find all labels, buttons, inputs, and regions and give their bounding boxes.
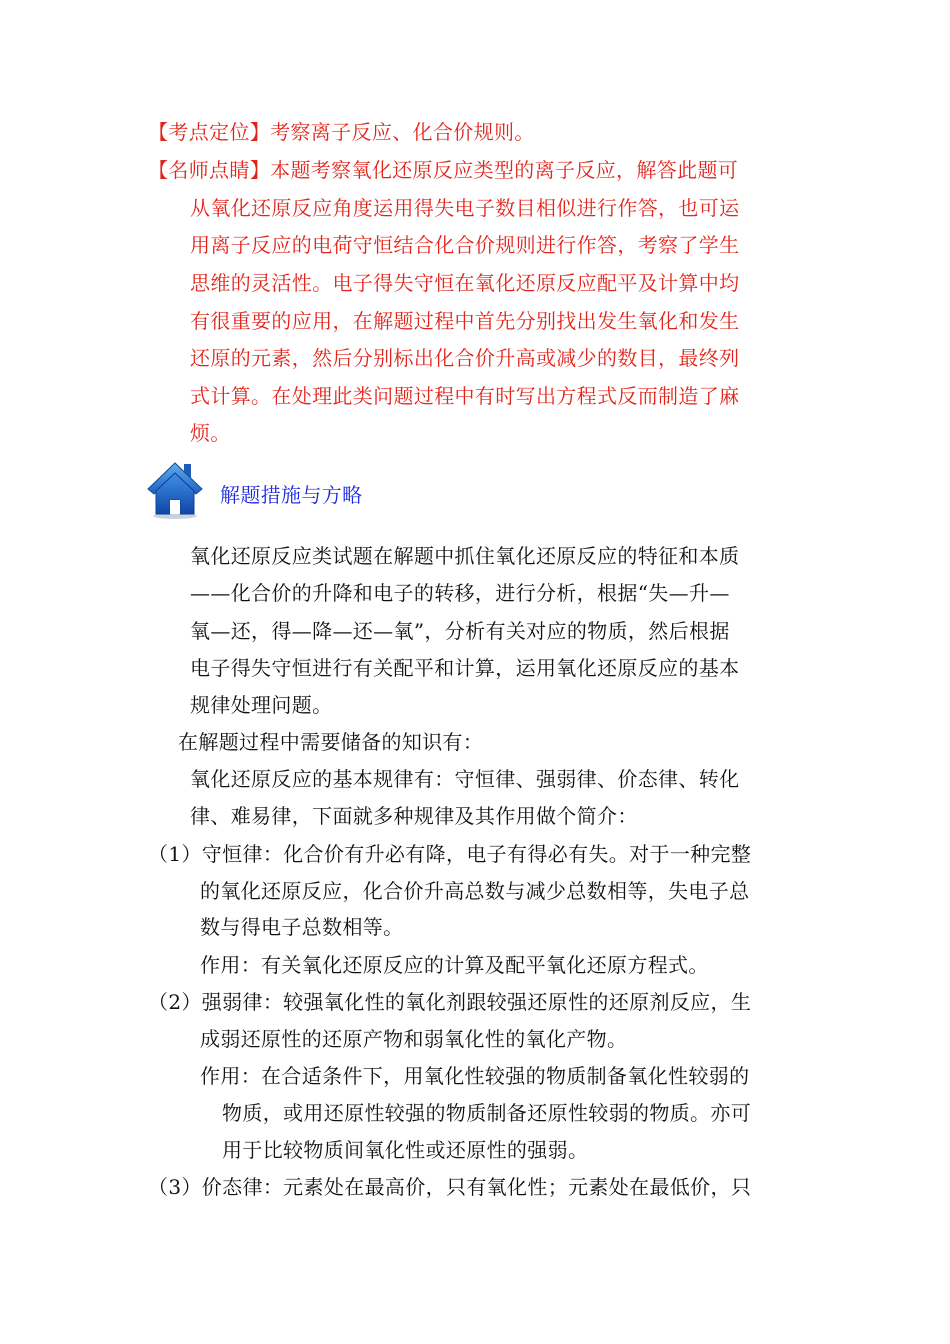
teacher-note-line: 用离子反应的电荷守恒结合化合价规则进行作答，考察了学生 xyxy=(190,233,740,257)
rule3-line: （3）价态律：元素处在最高价，只有氧化性；元素处在最低价，只 xyxy=(148,1175,752,1199)
rule2-line: （2）强弱律：较强氧化性的氧化剂跟较强还原性的还原剂反应，生 xyxy=(148,990,752,1014)
intro-line: 规律处理问题。 xyxy=(190,693,333,717)
teacher-note-line: 【名师点睛】本题考察氧化还原反应类型的离子反应，解答此题可 xyxy=(148,158,739,182)
rule1-line: 的氧化还原反应，化合价升高总数与减少总数相等，失电子总 xyxy=(200,879,750,903)
teacher-note-line: 式计算。在处理此类问题过程中有时写出方程式反而制造了麻 xyxy=(190,384,740,408)
rule2-use-line: 用于比较物质间氧化性或还原性的强弱。 xyxy=(222,1138,589,1162)
rule2-use-line: 作用：在合适条件下，用氧化性较强的物质制备氧化性较弱的 xyxy=(200,1064,750,1088)
teacher-note-line: 从氧化还原反应角度运用得失电子数目相似进行作答，也可运 xyxy=(190,196,740,220)
teacher-note-line: 烦。 xyxy=(190,421,231,445)
intro-line: 氧化还原反应类试题在解题中抓住氧化还原反应的特征和本质 xyxy=(190,544,740,568)
rule1-line: （1）守恒律：化合价有升必有降，电子有得必有失。对于一种完整 xyxy=(148,842,752,866)
teacher-note-line: 有很重要的应用，在解题过程中首先分别找出发生氧化和发生 xyxy=(190,309,740,333)
rule2-use-line: 物质，或用还原性较强的物质制备还原性较弱的物质。亦可 xyxy=(222,1101,752,1125)
exam-point: 【考点定位】考察离子反应、化合价规则。 xyxy=(148,120,535,144)
intro-line: 氧—还，得—降—还—氧”，分析有关对应的物质，然后根据 xyxy=(190,619,730,643)
teacher-note-line: 思维的灵活性。电子得失守恒在氧化还原反应配平及计算中均 xyxy=(190,271,740,295)
intro-line: ——化合价的升降和电子的转移，进行分析，根据“失—升— xyxy=(190,581,730,605)
rule1-use: 作用：有关氧化还原反应的计算及配平氧化还原方程式。 xyxy=(200,953,709,977)
rules-intro-line: 律、难易律，下面就多种规律及其作用做个简介： xyxy=(190,804,638,828)
teacher-note-line: 还原的元素，然后分别标出化合价升高或减少的数目，最终列 xyxy=(190,346,740,370)
knowledge-intro: 在解题过程中需要储备的知识有： xyxy=(178,730,484,754)
rule1-line: 数与得电子总数相等。 xyxy=(200,915,404,939)
intro-line: 电子得失守恒进行有关配平和计算，运用氧化还原反应的基本 xyxy=(190,656,740,680)
home-icon xyxy=(146,458,204,520)
rules-intro-line: 氧化还原反应的基本规律有：守恒律、强弱律、价态律、转化 xyxy=(190,767,740,791)
rule2-line: 成弱还原性的还原产物和弱氧化性的氧化产物。 xyxy=(200,1027,628,1051)
section-title: 解题措施与方略 xyxy=(220,483,363,507)
